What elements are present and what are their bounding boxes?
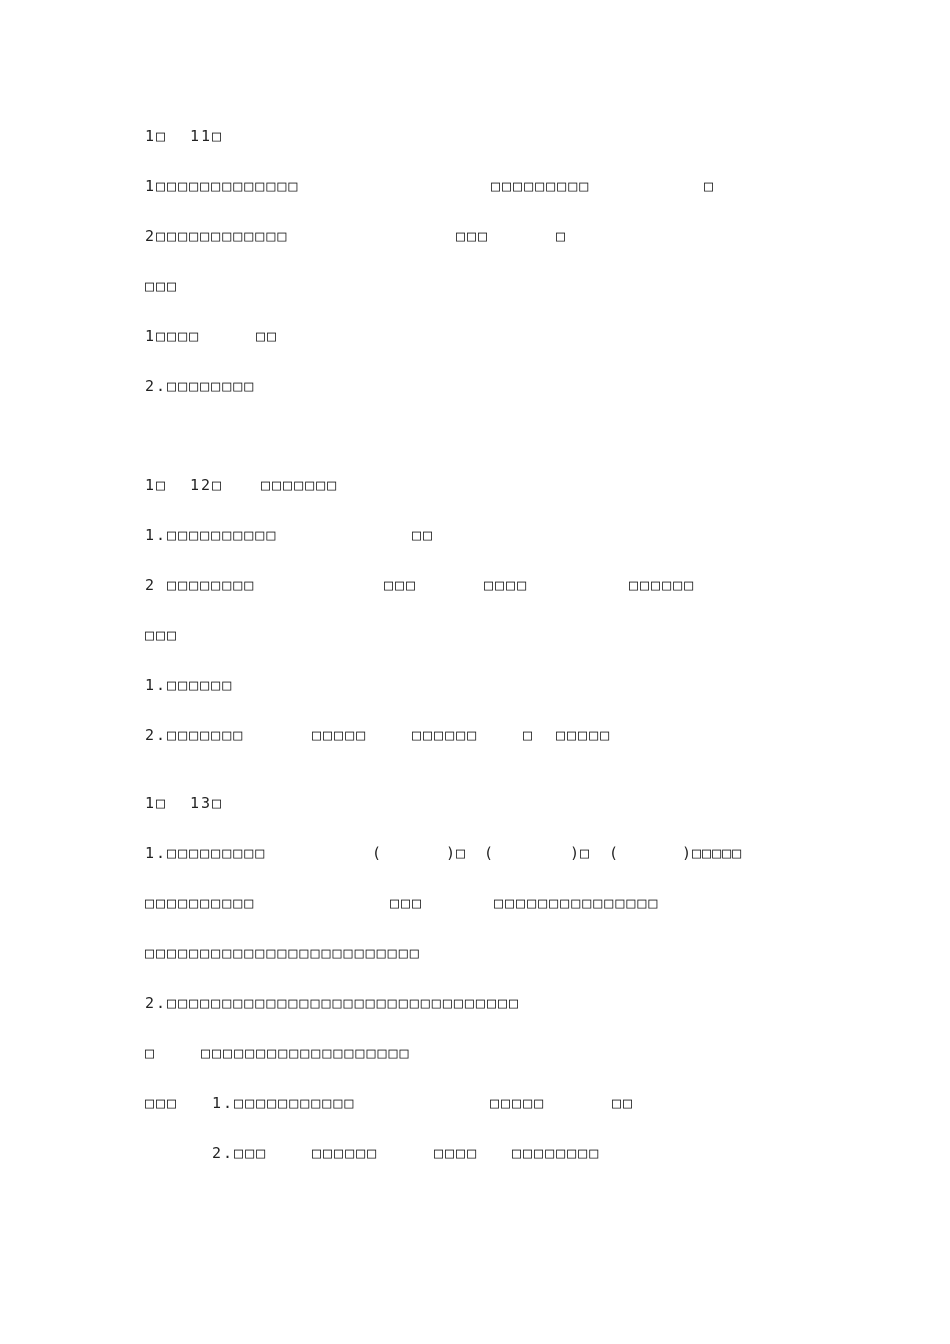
section-1-q1-end: □ — [704, 177, 716, 195]
section-2-item1-text: 1.□□□□□□ — [145, 676, 234, 694]
section-2-q1-answer: □□ — [412, 526, 435, 544]
section-1-item1-answer: □□ — [256, 327, 279, 345]
section-3-q1-paren-open-1: ( — [372, 844, 383, 862]
section-2-q2-answer-b: □□□□ — [484, 576, 529, 594]
section-3-subheading: □□□ — [145, 1094, 179, 1112]
section-1-q1-answer: □□□□□□□□□ — [491, 177, 591, 195]
section-1-q2-end: □ — [556, 227, 568, 245]
section-3-q1-line2-answer: □□□ — [390, 894, 424, 912]
section-3-q1-paren-open-2: ( — [484, 844, 495, 862]
section-3-item1-answer-a: □□□□□ — [490, 1094, 546, 1112]
section-3-item1-text: 1.□□□□□□□□□□□ — [212, 1094, 356, 1112]
section-3-q1-paren-close-2: )□ — [570, 844, 591, 862]
section-1-heading-number: 1□ — [145, 127, 168, 145]
section-3-q1-paren-open-3: ( — [609, 844, 620, 862]
section-2-item2-text: 2.□□□□□□□ — [145, 726, 245, 744]
section-3-q2-line2-mark: □ — [145, 1044, 157, 1062]
section-3-q1-paren-close-3: )□□□□□ — [682, 844, 743, 862]
section-3-heading-day: 13□ — [190, 794, 224, 812]
section-2-q2-text: 2 □□□□□□□□ — [145, 576, 256, 594]
section-2-heading-title: □□□□□□□ — [261, 476, 339, 494]
section-3-item1-answer-b: □□ — [612, 1094, 635, 1112]
section-3-q2-line2-text: □□□□□□□□□□□□□□□□□□□ — [201, 1044, 411, 1062]
section-1-q2-answer: □□□ — [456, 227, 490, 245]
section-1-q1-text: 1□□□□□□□□□□□□□ — [145, 177, 300, 195]
section-1-q2-text: 2□□□□□□□□□□□□ — [145, 227, 289, 245]
section-3-q1-line3-text: □□□□□□□□□□□□□□□□□□□□□□□□□ — [145, 944, 421, 962]
section-1-item2-text: 2.□□□□□□□□ — [145, 377, 256, 395]
section-3-q1-line2-text: □□□□□□□□□□ — [145, 894, 256, 912]
section-3-item2-text: 2.□□□ — [212, 1144, 268, 1162]
section-1-subheading: □□□ — [145, 277, 179, 295]
section-2-subheading: □□□ — [145, 626, 179, 644]
section-1-heading-day: 11□ — [190, 127, 224, 145]
section-3-q1-line2-rest: □□□□□□□□□□□□□□□ — [494, 894, 660, 912]
section-2-item2-sep: □ — [523, 726, 535, 744]
section-2-item2-answer-c: □□□□□ — [556, 726, 612, 744]
section-2-item2-answer-b: □□□□□□ — [412, 726, 479, 744]
section-3-item2-answer-b: □□□□ — [434, 1144, 479, 1162]
section-2-item2-answer-a: □□□□□ — [312, 726, 368, 744]
section-2-heading-number: 1□ — [145, 476, 168, 494]
section-2-q2-answer-a: □□□ — [384, 576, 418, 594]
section-3-q1-text: 1.□□□□□□□□□ — [145, 844, 267, 862]
section-1-item1-text: 1□□□□ — [145, 327, 201, 345]
section-3-item2-answer-c: □□□□□□□□ — [512, 1144, 601, 1162]
section-2-q1-text: 1.□□□□□□□□□□ — [145, 526, 278, 544]
section-2-q2-answer-c: □□□□□□ — [629, 576, 696, 594]
section-3-heading-number: 1□ — [145, 794, 168, 812]
section-2-heading-day: 12□ — [190, 476, 224, 494]
section-3-q2-text: 2.□□□□□□□□□□□□□□□□□□□□□□□□□□□□□□□□ — [145, 994, 521, 1012]
section-3-item2-answer-a: □□□□□□ — [312, 1144, 379, 1162]
section-3-q1-paren-close-1: )□ — [446, 844, 467, 862]
